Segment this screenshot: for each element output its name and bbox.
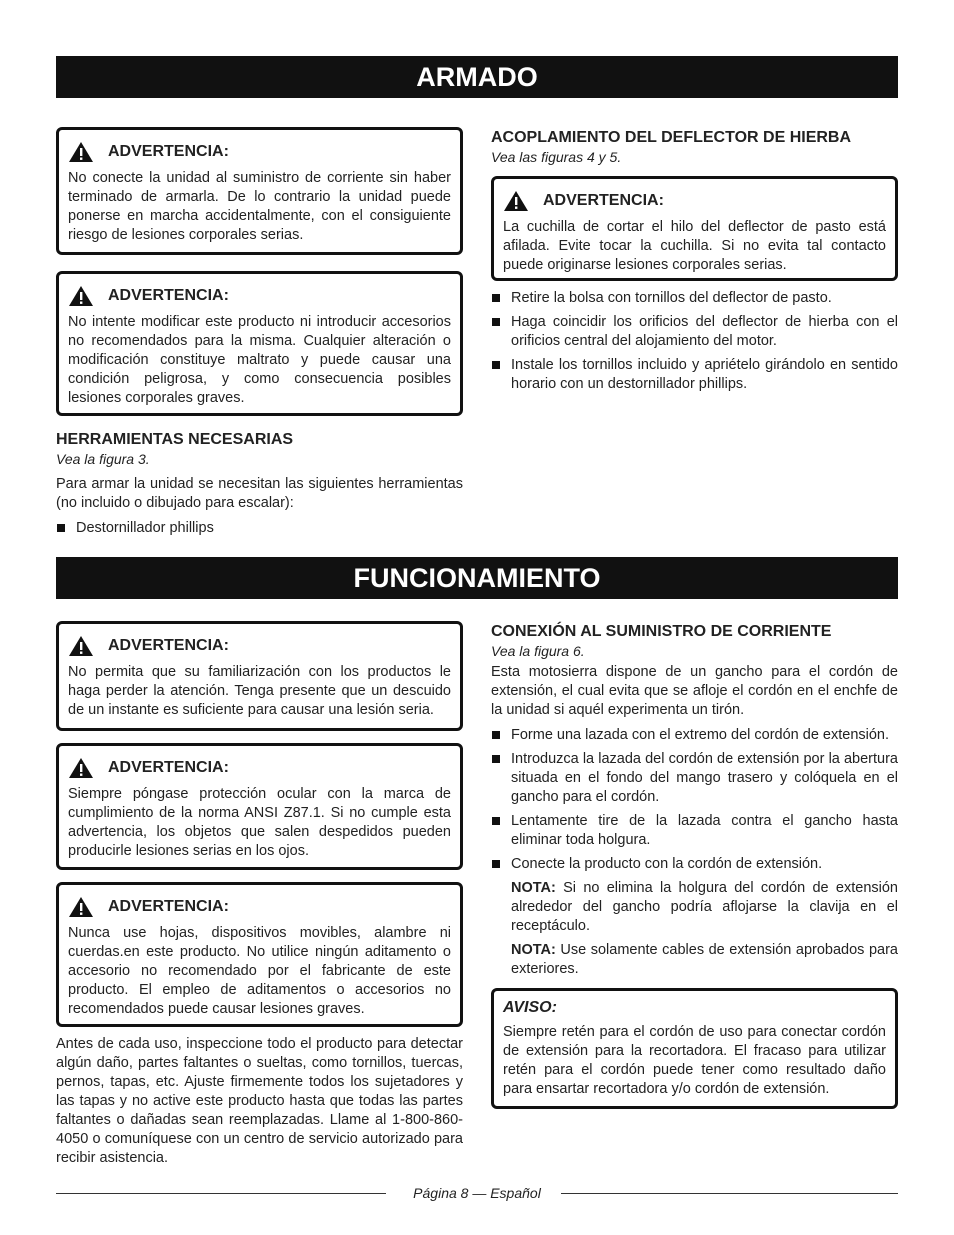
warning-text: No permita que su familiarización con los productos le haga perder la atención. Tenga presente que un descuido de un instante es suficiente para causar una lesión seria. [68,664,451,718]
aviso-box [491,988,898,1109]
warning-text: Nunca use hojas, dispositivos movibles, alambre ni cuerdas.en este producto. No utilice ningún aditamento o accesorio no recomendado por el fabricante de este producto. El empleo de aditamentos o accesorios no recomendados puede causar lesiones graves. [68,925,451,1017]
tools-text: Para armar la unidad se necesitan las siguientes herramientas (no incluido o dibujado para escalar): [56,476,463,511]
warning-box [56,127,463,255]
page-footer [56,1183,898,1203]
aviso-text: Siempre retén para el cordón de uso para conectar cordón de extensión para la recortadora. El fracaso para utilizar retén para el cordón puede tener como resultado daño para ensartar recortadora y/o cordón de extensión. [503,1024,886,1097]
warning-triangle-icon [503,190,529,212]
warning-triangle-icon [68,757,94,779]
list-item: Forme una lazada con el extremo del cordón de extensión. [491,726,898,745]
warning-label: ADVERTENCIA: [108,637,229,654]
aviso-label: AVISO: [503,999,557,1016]
warning-box [56,882,463,1027]
note-label: NOTA: [511,880,556,896]
warning-triangle-icon [68,285,94,307]
warning-box [491,176,898,281]
armado-right-column [491,127,898,399]
deflector-steps-list [491,289,898,394]
warning-box [56,743,463,870]
page-number: Página 8 — Español [401,1185,553,1201]
warning-box [56,621,463,731]
warning-label: ADVERTENCIA: [108,759,229,776]
warning-text: No intente modificar este producto ni introducir accesorios no recomendados para la misma. Cualquier alteración o modificación constituye maltrato y puede causar una condición peligrosa, y como consecuencia posibles lesiones corporales graves. [68,314,451,406]
funcionamiento-left-column [56,621,463,1168]
connection-steps-list [491,726,898,874]
deflector-figure-ref: Vea las figuras 4 y 5. [491,149,622,165]
armado-left-column [56,127,463,543]
warning-label: ADVERTENCIA: [108,143,229,160]
warning-label: ADVERTENCIA: [543,192,664,209]
warning-text: La cuchilla de cortar el hilo del deflector de pasto está afilada. Evite tocar la cuchilla. Si no evita tal contacto puede originarse lesiones corporales serias. [503,219,886,273]
connection-figure-ref: Vea la figura 6. [491,643,585,659]
connection-text: Esta motosierra dispone de un gancho para el cordón de extensión, el cual evita que se afloje el cordón en el enchfe de la unidad si aquél experimenta un tirón. [491,664,898,718]
warning-triangle-icon [68,896,94,918]
funcionamiento-right-column [491,621,898,1125]
warning-triangle-icon [68,635,94,657]
warning-triangle-icon [68,141,94,163]
warning-box [56,271,463,416]
warning-label: ADVERTENCIA: [108,898,229,915]
list-item: Introduzca la lazada del cordón de extensión por la abertura situada en el fondo del mango trasero y colóquela en el gancho para el cordón. [491,750,898,807]
list-item: Lentamente tire de la lazada contra el gancho hasta eliminar toda holgura. [491,812,898,850]
tools-list [56,519,463,538]
warning-label: ADVERTENCIA: [108,287,229,304]
inspection-text: Antes de cada uso, inspeccione todo el producto para detectar algún daño, partes faltantes o sueltas, como tornillos, tuercas, pernos, tapas, etc. Ajuste firmemente todos los sujetadores y las tapas y no active este producto hasta que todas las partes faltantes o dañadas sean reemplazadas. Llame al 1-800-860-4050 o comuníquese con un centro de servicio autorizado para recibir asistencia. [56,1036,463,1166]
list-item: Conecte la producto con la cordón de extensión. [491,855,898,874]
section-banner-funcionamiento: FUNCIONAMIENTO [56,557,898,599]
list-item: Haga coincidir los orificios del deflector de hierba con el orificios central del alojamiento del motor. [491,313,898,351]
list-item: Instale los tornillos incluido y apriételo girándolo en sentido horario con un destornillador phillips. [491,356,898,394]
warning-text: Siempre póngase protección ocular con la marca de cumplimiento de la norma ANSI Z87.1. Si no cumple esta advertencia, los objetos que salen despedidos pueden producirle lesiones serias en los ojos. [68,786,451,859]
note [491,941,898,979]
note-text: Si no elimina la holgura del cordón de extensión alrededor del gancho podría aflojarse la clavija en el receptáculo. [511,880,898,934]
connection-heading: CONEXIÓN AL SUMINISTRO DE CORRIENTE [491,623,832,640]
warning-text: No conecte la unidad al suministro de corriente sin haber terminado de armarla. De lo contrario la unidad puede ponerse en marcha accidentalmente, con el consiguiente riesgo de lesiones corporales serias. [68,170,451,243]
tools-heading: HERRAMIENTAS NECESARIAS [56,431,294,448]
note [491,879,898,936]
tools-figure-ref: Vea la figura 3. [56,451,150,467]
deflector-heading: ACOPLAMIENTO DEL DEFLECTOR DE HIERBA [491,129,852,146]
list-item: Destornillador phillips [56,519,463,538]
list-item: Retire la bolsa con tornillos del deflector de pasto. [491,289,898,308]
section-banner-armado: ARMADO [56,56,898,98]
note-label: NOTA: [511,942,556,958]
note-text: Use solamente cables de extensión aprobados para exteriores. [511,942,898,977]
